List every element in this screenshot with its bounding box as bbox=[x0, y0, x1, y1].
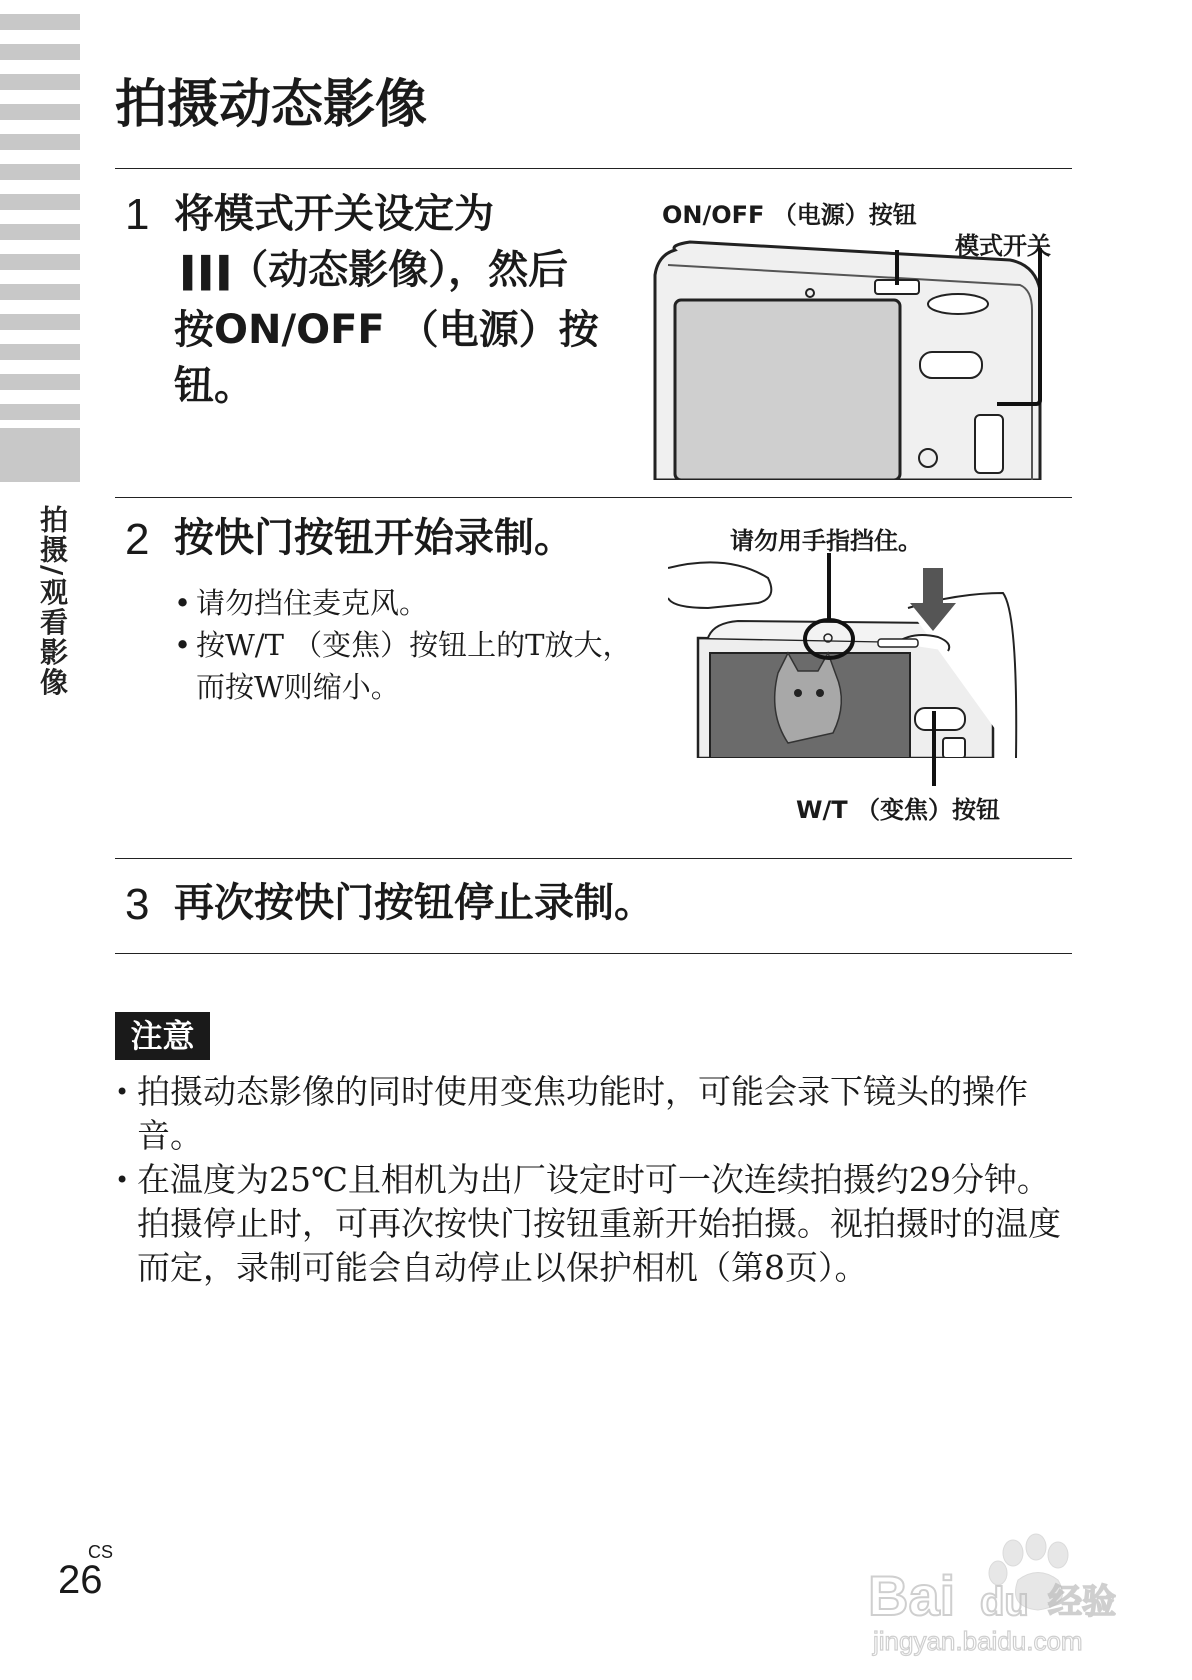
step-3-number: 3 bbox=[125, 880, 150, 929]
list-item: • 请勿挡住麦克风。 bbox=[160, 582, 655, 624]
page-number: 26 bbox=[58, 1558, 103, 1602]
step-2-bullets bbox=[160, 582, 655, 708]
movie-mode-icon: ▐▐▐ bbox=[174, 256, 229, 291]
divider bbox=[115, 168, 1072, 169]
section-tab-label: 拍摄/观看影像 bbox=[36, 505, 69, 698]
svg-text:du: du bbox=[980, 1580, 1029, 1624]
svg-text:Bai: Bai bbox=[868, 1564, 956, 1627]
finger-warning-callout: 请勿用手指挡住。 bbox=[730, 527, 922, 555]
list-item: • 拍摄动态影像的同时使用变焦功能时，可能会录下镜头的操作音。 bbox=[115, 1070, 1065, 1158]
section-tab-marker bbox=[0, 428, 80, 482]
step-1-line1: 将模式开关设定为 bbox=[174, 191, 494, 237]
divider bbox=[115, 497, 1072, 498]
step-3-text: 再次按快门按钮停止录制。 bbox=[174, 880, 654, 926]
step-1-line3: 按ON/OFF （电源）按 bbox=[174, 307, 599, 353]
step-1-line2: （动态影像），然后 bbox=[228, 247, 569, 293]
step-1-text bbox=[174, 186, 599, 414]
power-button-callout: ON/OFF （电源）按钮 bbox=[662, 201, 917, 229]
page-title: 拍摄动态影像 bbox=[115, 75, 428, 135]
list-item: • 在温度为25℃且相机为出厂设定时可一次连续拍摄约29分钟。拍摄停止时，可再次按快门按钮重新开始拍摄。视拍摄时的温度而定，录制可能会自动停止以保护相机（第8页）。 bbox=[115, 1158, 1065, 1290]
zoom-button-callout: W/T （变焦）按钮 bbox=[796, 796, 1000, 824]
divider bbox=[115, 858, 1072, 859]
camera-hands-illustration bbox=[668, 553, 1028, 758]
notes-list bbox=[115, 1070, 1065, 1290]
baidu-jingyan-watermark bbox=[858, 1525, 1148, 1665]
notes-heading: 注意 bbox=[115, 1012, 210, 1060]
page-language-code: CS bbox=[88, 1542, 114, 1562]
svg-text:经验: 经验 bbox=[1048, 1582, 1116, 1622]
step-2-text: 按快门按钮开始录制。 bbox=[174, 515, 574, 561]
camera-back-illustration bbox=[640, 230, 1080, 480]
step-1-line4: 钮。 bbox=[174, 363, 254, 409]
step-1-number: 1 bbox=[125, 190, 150, 239]
divider bbox=[115, 953, 1072, 954]
step-2-number: 2 bbox=[125, 515, 150, 564]
list-item: • 按W/T （变焦）按钮上的T放大，而按W则缩小。 bbox=[160, 624, 655, 708]
zoom-callout-leader bbox=[932, 758, 938, 788]
svg-text:jingyan.baidu.com: jingyan.baidu.com bbox=[873, 1626, 1083, 1656]
mode-switch-callout: 模式开关 bbox=[955, 232, 1051, 260]
